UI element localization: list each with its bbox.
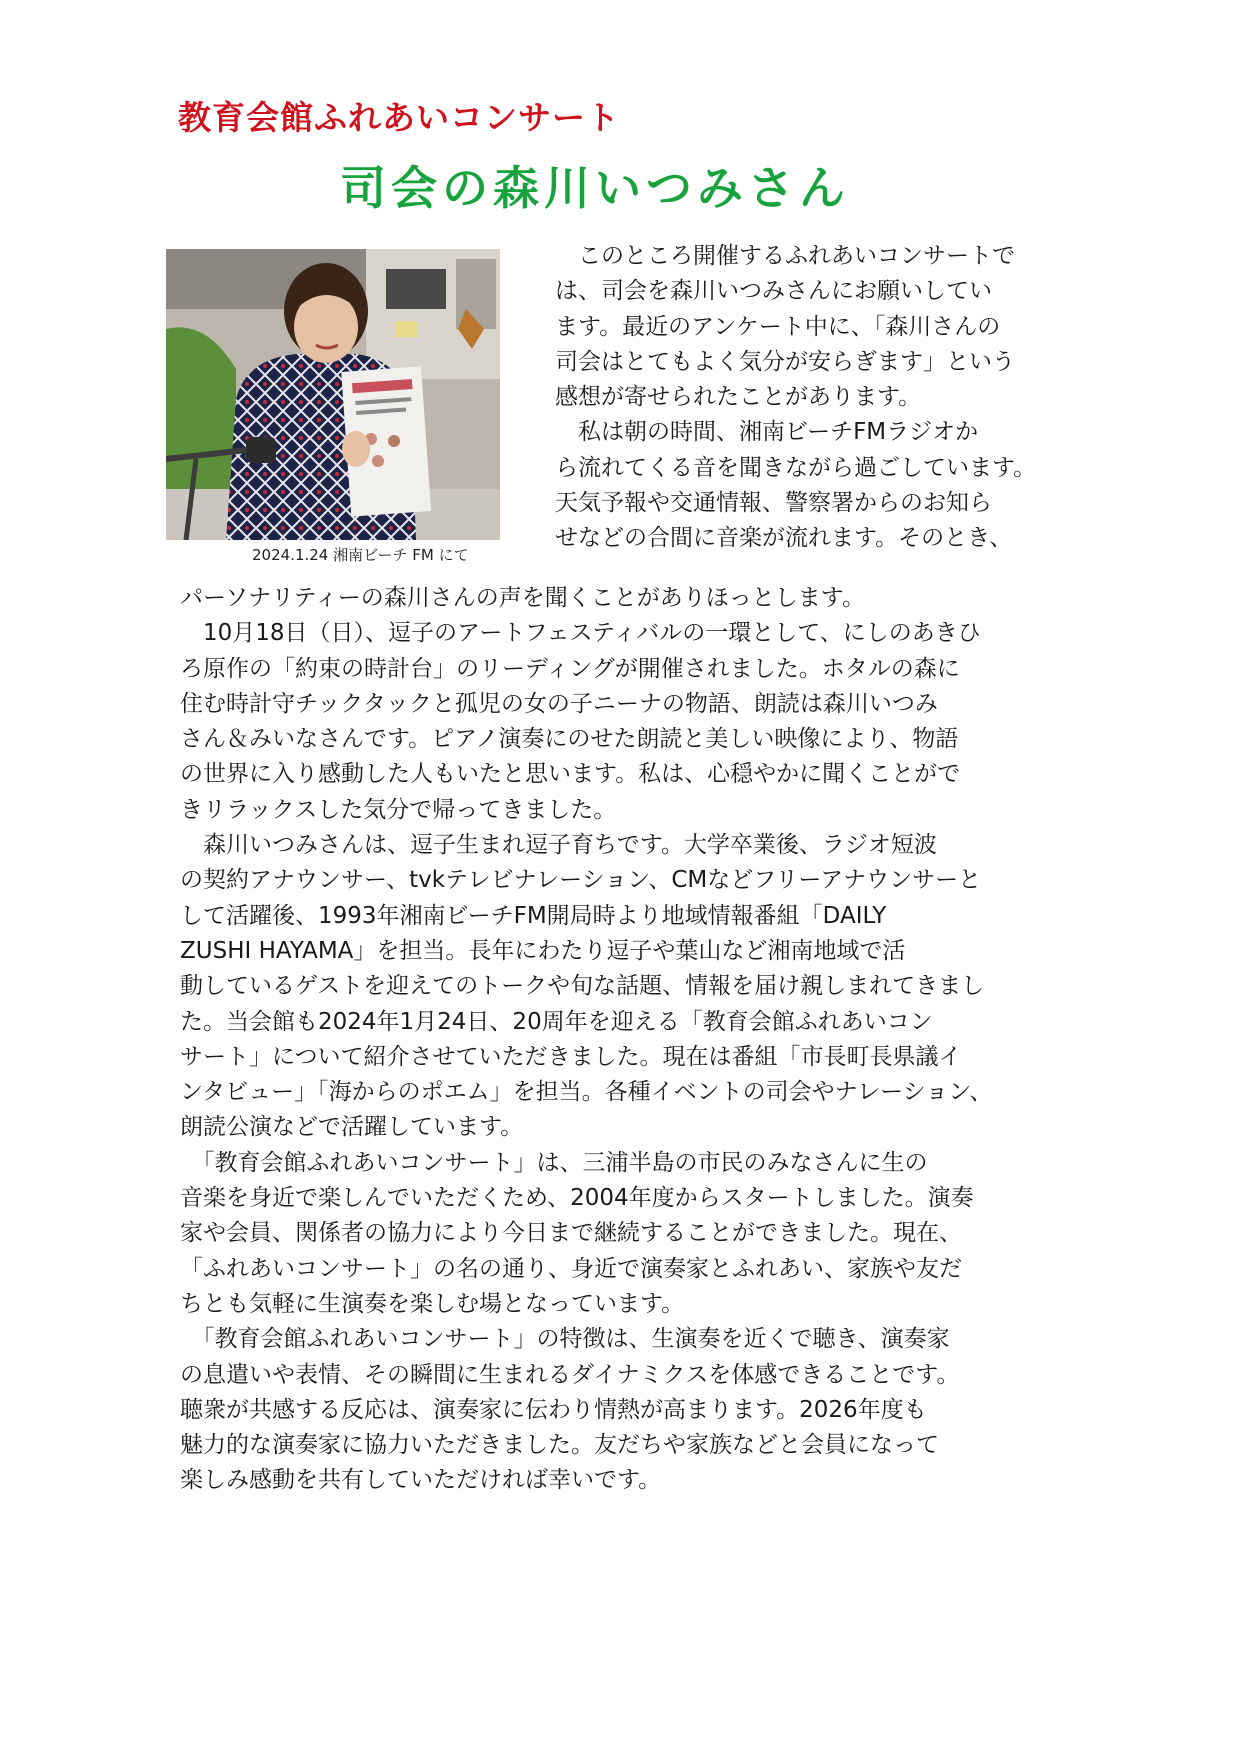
article-line: ンタビュー」「海からのポエム」を担当。各種イベントの司会やナレーション、 — [180, 1079, 993, 1106]
article-line: 森川いつみさんは、逗子生まれ逗子育ちです。大学卒業後、ラジオ短波 — [180, 832, 937, 859]
article-line: して活躍後、1993年湘南ビーチFM開局時より地域情報番組「DAILY — [180, 902, 887, 929]
article-line: さん＆みいなさんです。ピアノ演奏にのせた朗読と美しい映像により、物語 — [180, 726, 959, 753]
article-line: の契約アナウンサー、tvkテレビナレーション、CMなどフリーアナウンサーと — [180, 867, 982, 894]
article-line: 天気予報や交通情報、警察署からのお知ら — [555, 490, 992, 517]
article-line: 音楽を身近で楽しんでいただくため、2004年度からスタートしました。演奏 — [180, 1185, 974, 1212]
article-line: 司会はとてもよく気分が安らぎます」という — [555, 348, 1015, 375]
article-line: 「ふれあいコンサート」の名の通り、身近で演奏家とふれあい、家族や友だ — [180, 1255, 962, 1282]
article-line: 「教育会館ふれあいコンサート」は、三浦半島の市民のみなさんに生の — [180, 1149, 928, 1176]
article-line: きリラックスした気分で帰ってきました。 — [180, 796, 617, 823]
article-line: ZUSHI HAYAMA」を担当。長年にわたり逗子や葉山など湘南地域で活 — [180, 937, 906, 964]
article-line: 10月18日（日）、逗子のアートフェスティバルの一環として、にしのあきひ — [180, 620, 981, 647]
article-line: ます。最近のアンケート中に、「森川さんの — [555, 313, 1001, 340]
main-title: 司会の森川いつみさん — [340, 161, 850, 215]
article-line: 家や会員、関係者の協力により今日まで継続することができました。現在、 — [180, 1220, 962, 1247]
article-line: 住む時計守チックタックと孤児の女の子ニーナの物語、朗読は森川いつみ — [180, 690, 938, 717]
article-line: 私は朝の時間、湘南ビーチFMラジオか — [555, 419, 979, 446]
article-line: 朗読公演などで活躍しています。 — [180, 1114, 524, 1141]
article-text-body — [180, 581, 992, 1499]
article-line: このところ開催するふれあいコンサートで — [555, 243, 1015, 269]
article-line: せなどの合間に音楽が流れます。そのとき、 — [555, 525, 1013, 552]
article-line: 聴衆が共感する反応は、演奏家に伝わり情熱が高まります。2026年度も — [180, 1396, 927, 1423]
article-line: パーソナリティーの森川さんの声を聞くことがありほっとします。 — [180, 585, 865, 611]
photo-illustration — [166, 249, 500, 540]
article-line: ら流れてくる音を聞きながら過ごしています。 — [555, 454, 1037, 481]
article-line: た。当会館も2024年1月24日、20周年を迎える「教育会館ふれあいコン — [180, 1008, 933, 1035]
article-line: サート」について紹介させていただきました。現在は番組「市長町長県議イ — [180, 1043, 962, 1070]
article-line: 「教育会館ふれあいコンサート」の特徴は、生演奏を近くで聴き、演奏家 — [180, 1326, 950, 1353]
article-line: 感想が寄せられたことがあります。 — [555, 384, 922, 411]
article-line: の世界に入り感動した人もいたと思います。私は、心穏やかに聞くことがで — [180, 761, 961, 788]
article-line: は、司会を森川いつみさんにお願いしてい — [555, 278, 992, 305]
article-line: 楽しみ感動を共有していただければ幸いです。 — [180, 1467, 662, 1494]
article-line: ちとも気軽に生演奏を楽しむ場となっています。 — [180, 1290, 685, 1317]
article-line: の息遣いや表情、その瞬間に生まれるダイナミクスを体感できることです。 — [180, 1361, 960, 1388]
article-line: ろ原作の「約束の時計台」のリーディングが開催されました。ホタルの森に — [180, 655, 960, 682]
article-text-top — [555, 239, 1036, 557]
photo-caption: 2024.1.24 湘南ビーチ FM にて — [252, 546, 469, 564]
article-line: 魅力的な演奏家に協力いただきました。友だちや家族などと会員になって — [180, 1432, 939, 1459]
article-line: 動しているゲストを迎えてのトークや旬な話題、情報を届け親しまれてきまし — [180, 973, 985, 1000]
photo-morikawa — [166, 249, 500, 540]
event-title: 教育会館ふれあいコンサート — [178, 98, 620, 137]
